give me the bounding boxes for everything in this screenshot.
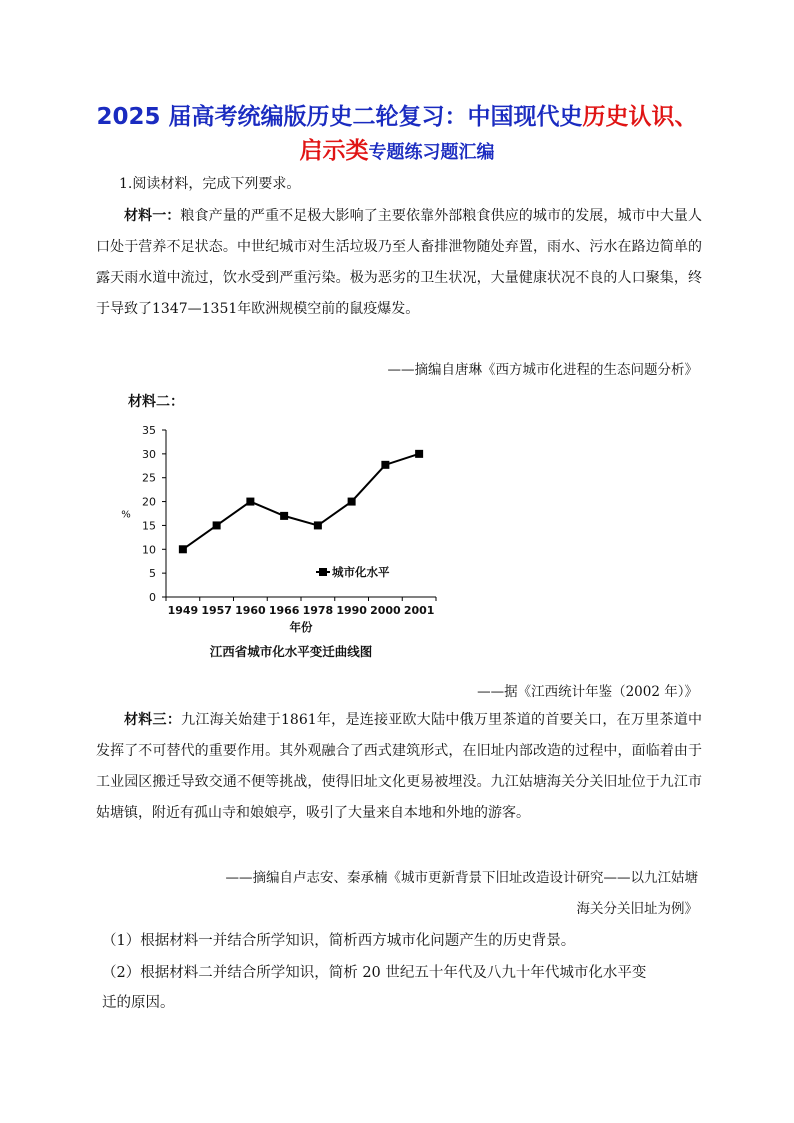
x-tick-label: 1957 [201,604,232,617]
material3-source-line2: 海关分关旧址为例》 [576,901,698,917]
material3-text: 九江海关始建于1861年，是连接亚欧大陆中俄万里茶道的首要关口，在万里茶道中发挥了不可替代的重要作用。其外观融合了西式建筑形式，在旧址内部改造的过程中，面临着由于工业园区搬迁导致交通不便等挑战，使得旧址文化更易被埋没。九江姑塘海关分关旧址位于九江市姑塘镇，附近有孤山寺和娘娘亭，吸引了大量来自本地和外地的游客。 [96,712,702,821]
data-point-marker [348,498,356,506]
material1-label: 材料一： [124,208,181,224]
question-intro: 1.阅读材料，完成下列要求。 [119,176,301,192]
material1-source: ——摘编自唐琳《西方城市化进程的生态问题分析》 [387,362,698,378]
legend-label: 城市化水平 [332,565,390,579]
y-tick-label: 35 [142,424,156,437]
material3-label: 材料三： [124,712,182,728]
document-title [92,100,702,170]
x-tick-label: 2001 [403,604,435,617]
y-tick-label: 10 [142,543,156,557]
data-point-marker [179,545,187,553]
y-tick-label: 20 [142,495,156,509]
x-tick-label: 2000 [370,604,401,617]
data-point-marker [280,512,288,520]
material2-label: 材料二： [128,394,184,410]
data-point-marker [415,450,423,458]
title-part2: 历史认识、启示类 [299,104,698,164]
material3-paragraph [96,705,702,829]
sub-question-2-line2: 迁的原因。 [102,995,175,1011]
sub-question-1: （1）根据材料一并结合所学知识，简析西方城市化问题产生的历史背景。 [102,933,576,949]
chart-layer [121,424,436,659]
legend-marker [319,568,327,576]
data-point-marker [314,521,322,529]
material1-text: 粮食产量的严重不足极大影响了主要依靠外部粮食供应的城市的发展，城市中大量人口处于营养不足状态。中世纪城市对生活垃圾乃至人畜排泄物随处弃置，雨水、污水在路边简单的露天雨水道中流过，饮水受到严重污染。极为恶劣的卫生状况，大量健康状况不良的人口聚集，终于导致了1347—1351年欧洲规模空前的鼠疫爆发。 [96,208,703,317]
x-tick-label: 1966 [268,604,300,617]
y-tick-label: 5 [149,567,156,581]
y-tick-label: 25 [142,471,156,485]
title-part1: 2025 届高考统编版历史二轮复习：中国现代史 [96,104,583,130]
material2-source: ——据《江西统计年鉴（2002 年）》 [477,684,698,700]
material1-paragraph [96,201,702,325]
sub-question-2-line1: （2）根据材料二并结合所学知识，简析 20 世纪五十年代及八九十年代城市化水平变 [102,965,647,981]
y-tick-label: 30 [142,447,156,461]
x-tick-label: 1990 [336,604,367,617]
y-tick-label: 15 [142,519,156,533]
x-axis-label: 年份 [289,620,313,634]
material3-source-line1: ——摘编自卢志安、秦承楠《城市更新背景下旧址改造设计研究——以九江姑塘 [225,870,698,886]
data-point-marker [213,521,221,529]
x-tick-label: 1960 [235,604,266,617]
x-tick-label: 1978 [302,604,334,617]
chart-title: 江西省城市化水平变迁曲线图 [209,644,373,659]
x-tick-label: 1949 [167,604,199,617]
data-point-marker [381,461,389,469]
title-part3: 专题练习题汇编 [368,142,495,163]
data-point-marker [246,498,254,506]
urbanization-line-chart [110,418,450,668]
y-tick-label: 0 [149,591,156,604]
y-axis-label: % [121,509,131,521]
